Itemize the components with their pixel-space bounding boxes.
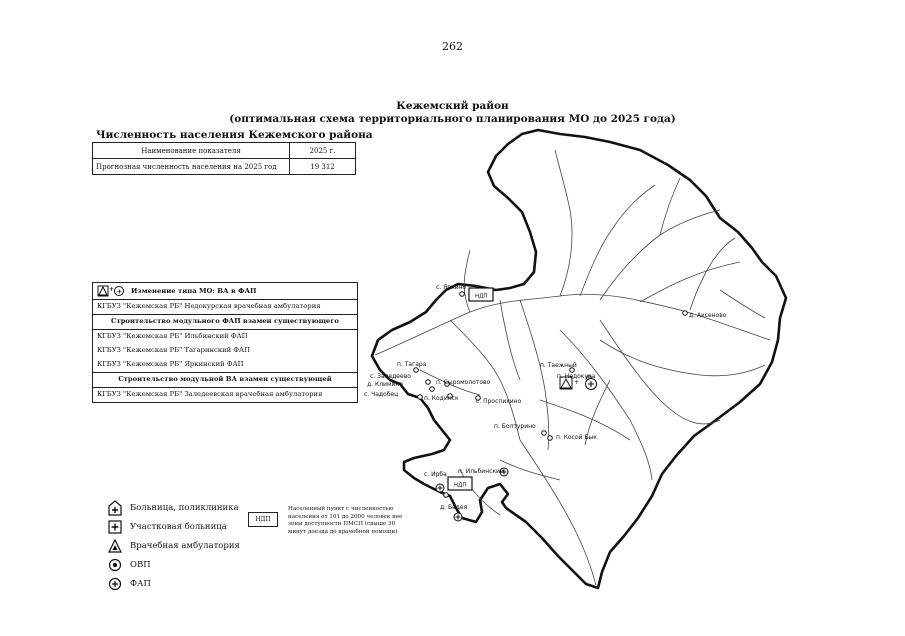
settlement-label: п. Таежный <box>540 362 577 369</box>
settlement-label: с. Ирба <box>424 471 447 478</box>
list-item: Строительство модульной ВА взамен существующей <box>93 373 357 388</box>
legend-label: ФАП <box>130 578 151 589</box>
settlement-label: д. Бедея <box>440 504 468 511</box>
settlement-label: п. Косой Бык <box>556 434 597 441</box>
measures-header-label: Изменение типа МО: ВА в ФАП <box>131 286 257 295</box>
settlement-label: с. Проспихино <box>476 398 522 405</box>
legend-label: Больница, поликлиника <box>130 502 239 513</box>
settlement-box-sample: НДП <box>248 512 278 527</box>
list-item: КГБУЗ "Кежемская РБ" Яркинский ФАП <box>93 358 357 373</box>
settlement-note: Населенный пункт с численностью населения от 101 до 2000 человек вне зоны доступности ПМСП (свыше 30 минут доезда до врачебной помощи) <box>288 506 403 535</box>
population-header-year: 2025 г. <box>290 143 356 159</box>
population-table-title: Численность населения Кежемского района <box>96 129 373 141</box>
settlement-label: п. Ильбинский <box>458 468 504 475</box>
list-item: КГБУЗ "Кежемская РБ" Заледеевская врачебная амбулатория <box>97 390 323 398</box>
ndp-label: НДП <box>475 293 488 300</box>
population-value: 19 312 <box>290 159 356 175</box>
list-item: КГБУЗ "Кежемская РБ" Недокурская врачебная амбулатория <box>93 300 357 315</box>
population-header-indicator: Наименование показателя <box>93 143 290 159</box>
legend-label: Врачебная амбулатория <box>130 540 240 551</box>
population-indicator: Прогнозная численность населения на 2025 год <box>93 159 290 175</box>
svg-text:+: + <box>116 287 123 296</box>
settlement-label: п. Кодинск <box>424 395 459 402</box>
list-item: Строительство модульного ФАП взамен существующего <box>93 315 357 330</box>
settlement-label: п. Болтурино <box>494 423 536 430</box>
settlement-label: д. Климино <box>367 381 403 388</box>
settlement-label: с. Заледеево <box>370 373 411 380</box>
svg-text:+: + <box>109 286 115 293</box>
settlement-label: п. Сыромолотово <box>436 379 491 386</box>
settlement-label: с. Яркино <box>436 284 467 291</box>
legend-label: Участковая больница <box>130 521 227 532</box>
settlement-label: п. Недокура <box>557 373 596 380</box>
settlement-label: д. Аксеново <box>689 312 727 319</box>
page-number: 262 <box>442 40 463 53</box>
district-boundary <box>372 130 786 588</box>
legend-label: ОВП <box>130 559 151 570</box>
svg-text:+: + <box>574 379 580 386</box>
settlement-label: с. Чадобец <box>364 391 399 398</box>
ndp-box-irba <box>448 477 472 490</box>
ndp-box-yarkino <box>469 288 493 301</box>
ndp-label: НДП <box>454 482 467 489</box>
settlement-label: п. Тагара <box>397 361 427 368</box>
list-item: КГБУЗ "Кежемская РБ" Ильбинский ФАП <box>97 332 248 340</box>
list-item: КГБУЗ "Кежемская РБ" Тагаринский ФАП <box>97 346 251 354</box>
map-title-line1: Кежемский район <box>396 100 509 112</box>
map-title-line2: (оптимальная схема территориального планирования МО до 2025 года) <box>229 113 676 125</box>
